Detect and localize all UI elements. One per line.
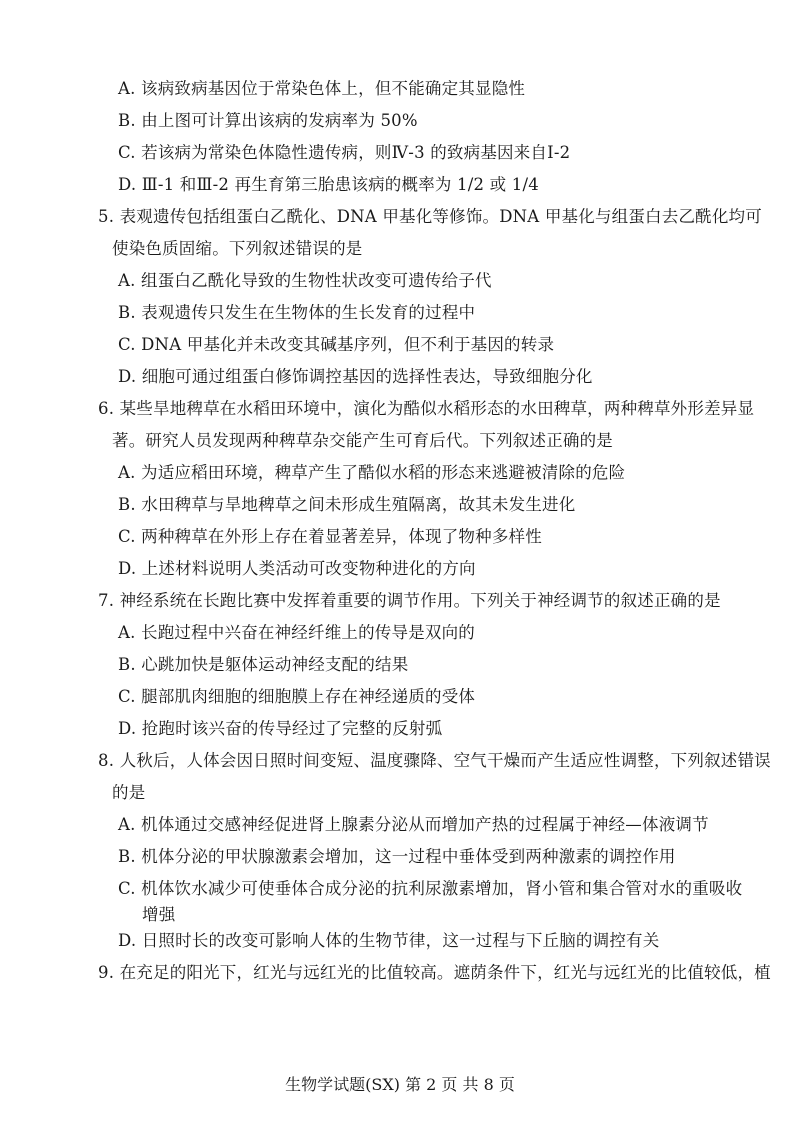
q5-option-c: C. DNA 甲基化并未改变其碱基序列，但不利于基因的转录	[118, 335, 555, 354]
q4-option-c: C. 若该病为常染色体隐性遗传病，则Ⅳ-3 的致病基因来自Ⅰ-2	[118, 143, 571, 162]
q5-stem-line2: 使染色质固缩。下列叙述错误的是	[112, 239, 363, 258]
q8-option-a: A. 机体通过交感神经促进肾上腺素分泌从而增加产热的过程属于神经—体液调节	[118, 815, 709, 834]
q6-option-a: A. 为适应稻田环境，稗草产生了酷似水稻的形态来逃避被清除的危险	[118, 463, 626, 482]
q7-option-d: D. 抢跑时该兴奋的传导经过了完整的反射弧	[118, 719, 443, 738]
q6-stem-line1: 6. 某些旱地稗草在水稻田环境中，演化为酷似水稻形态的水田稗草，两种稗草外形差异显	[98, 399, 755, 418]
q6-stem-line2: 著。研究人员发现两种稗草杂交能产生可育后代。下列叙述正确的是	[112, 431, 613, 450]
q8-option-c: C. 机体饮水减少可使垂体合成分泌的抗利尿激素增加，肾小管和集合管对水的重吸收	[118, 879, 743, 898]
q4-option-b: B. 由上图可计算出该病的发病率为 50%	[118, 111, 418, 130]
q5-option-d: D. 细胞可通过组蛋白修饰调控基因的选择性表达，导致细胞分化	[118, 367, 593, 386]
q8-stem-line1: 8. 人秋后，人体会因日照时间变短、温度骤降、空气干燥而产生适应性调整，下列叙述错误	[98, 751, 771, 770]
q8-stem-line2: 的是	[112, 783, 146, 802]
page-footer: 生物学试题(SX) 第 2 页 共 8 页	[285, 1075, 515, 1094]
q8-option-c-continued: 增强	[142, 905, 176, 924]
q5-stem-line1: 5. 表观遗传包括组蛋白乙酰化、DNA 甲基化等修饰。DNA 甲基化与组蛋白去乙酰化均可	[98, 207, 762, 226]
q8-option-b: B. 机体分泌的甲状腺激素会增加，这一过程中垂体受到两种激素的调控作用	[118, 847, 676, 866]
q4-option-a: A. 该病致病基因位于常染色体上，但不能确定其显隐性	[118, 79, 526, 98]
q7-stem-line1: 7. 神经系统在长跑比赛中发挥着重要的调节作用。下列关于神经调节的叙述正确的是	[98, 591, 721, 610]
q7-option-a: A. 长跑过程中兴奋在神经纤维上的传导是双向的	[118, 623, 476, 642]
q5-option-a: A. 组蛋白乙酰化导致的生物性状改变可遗传给子代	[118, 271, 492, 290]
q6-option-b: B. 水田稗草与旱地稗草之间未形成生殖隔离，故其未发生进化	[118, 495, 576, 514]
q5-option-b: B. 表观遗传只发生在生物体的生长发育的过程中	[118, 303, 476, 322]
q4-option-d: D. Ⅲ-1 和Ⅲ-2 再生育第三胎患该病的概率为 1/2 或 1/4	[118, 175, 539, 194]
q9-stem-line1: 9. 在充足的阳光下，红光与远红光的比值较高。遮荫条件下，红光与远红光的比值较低，植	[98, 963, 771, 982]
q6-option-c: C. 两种稗草在外形上存在着显著差异，体现了物种多样性	[118, 527, 542, 546]
q7-option-b: B. 心跳加快是躯体运动神经支配的结果	[118, 655, 409, 674]
q8-option-d: D. 日照时长的改变可影响人体的生物节律，这一过程与下丘脑的调控有关	[118, 931, 660, 950]
q6-option-d: D. 上述材料说明人类活动可改变物种进化的方向	[118, 559, 476, 578]
q7-option-c: C. 腿部肌肉细胞的细胞膜上存在神经递质的受体	[118, 687, 476, 706]
